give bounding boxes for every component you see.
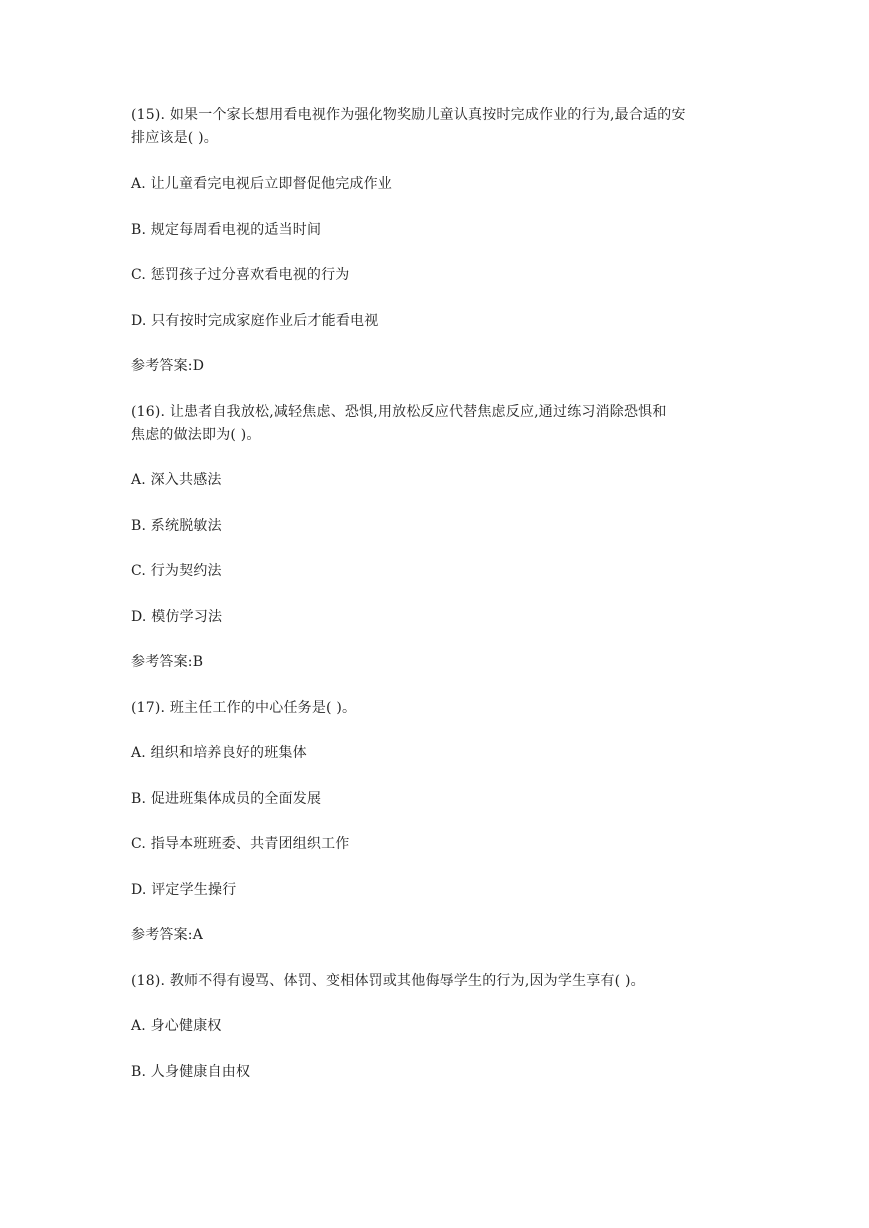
question-17-option-a: A. 组织和培养良好的班集体: [131, 745, 307, 761]
question-16-answer: 参考答案:B: [131, 654, 204, 670]
question-15-option-c: C. 惩罚孩子过分喜欢看电视的行为: [131, 267, 350, 283]
question-15-stem-line-1: (15). 如果一个家长想用看电视作为强化物奖励儿童认真按时完成作业的行为,最合适的安: [131, 107, 686, 123]
question-17-option-b: B. 促进班集体成员的全面发展: [131, 791, 322, 807]
question-15-option-d: D. 只有按时完成家庭作业后才能看电视: [131, 313, 379, 329]
question-18-stem-line-1: (18). 教师不得有谩骂、体罚、变相体罚或其他侮辱学生的行为,因为学生享有( )。: [131, 973, 645, 989]
question-16-option-b: B. 系统脱敏法: [131, 518, 222, 534]
question-16-option-c: C. 行为契约法: [131, 563, 222, 579]
question-15-option-a: A. 让儿童看完电视后立即督促他完成作业: [131, 176, 393, 192]
question-15-stem-line-2: 排应该是( )。: [131, 130, 218, 146]
question-16-option-d: D. 模仿学习法: [131, 609, 223, 625]
question-18-option-a: A. 身心健康权: [131, 1018, 222, 1034]
question-17-option-d: D. 评定学生操行: [131, 882, 237, 898]
question-18-option-b: B. 人身健康自由权: [131, 1064, 251, 1080]
question-16-stem-line-2: 焦虑的做法即为( )。: [131, 427, 261, 443]
question-15-option-b: B. 规定每周看电视的适当时间: [131, 222, 322, 238]
question-16-option-a: A. 深入共感法: [131, 472, 222, 488]
question-17-answer: 参考答案:A: [131, 927, 204, 943]
question-16-stem-line-1: (16). 让患者自我放松,减轻焦虑、恐惧,用放松反应代替焦虑反应,通过练习消除恐惧和: [131, 404, 667, 420]
question-17-stem-line-1: (17). 班主任工作的中心任务是( )。: [131, 700, 357, 716]
question-15-answer: 参考答案:D: [131, 358, 205, 374]
question-17-option-c: C. 指导本班班委、共青团组织工作: [131, 836, 350, 852]
